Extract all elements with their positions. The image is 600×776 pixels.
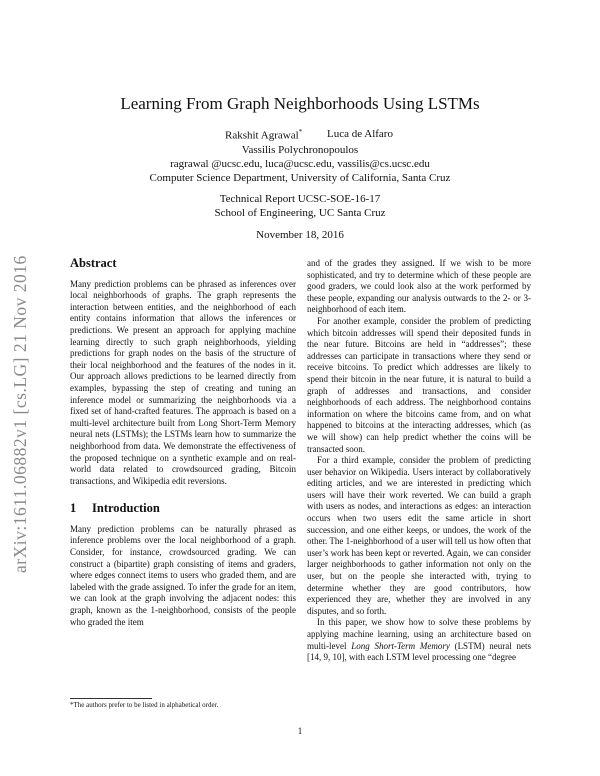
author-emails: ragrawal @ucsc.edu, luca@ucsc.edu, vassilis@cs.ucsc.edu (170, 158, 430, 170)
section-number: 1 (70, 501, 77, 516)
author-footnote-marker: * (298, 128, 303, 136)
p4-text-after: (LSTM) neural nets [14, 9, 10], with each LSTM level processing one “degree (307, 640, 531, 663)
school: School of Engineering, UC Santa Cruz (214, 207, 386, 219)
left-column (70, 258, 296, 628)
author-de-alfaro: Luca de Alfaro (327, 128, 393, 140)
p4-text-before: In this paper, we show how to solve these problems by applying machine learning, using an architecture based on multi-level (307, 617, 531, 651)
abstract-text: Many prediction problems can be phrased as inferences over local neighborhoods of graphs. The graph represents the interaction between entities, and the neighborhood of each entity contains information that allows the inferences or predictions. We present an approach for applying machine learning directly to such graph neighborhoods, yielding predictions for graph nodes on the basis of the structure of their local neighborhood and the features of the nodes in it. Our approach allows predictions to be learned directly from examples, bypassing the step of creating and tuning an inference model or summarizing the neighborhoods via a fixed set of hand-crafted features. The approach is based on a multi-level architecture built from Long Short-Term Memory neural nets (LSTMs); the LSTMs learn how to summarize the neighborhood from data. We demonstrate the effectiveness of the proposed technique on a synthetic example and on real-world data related to crowdsourced grading, Bitcoin transactions, and Wikipedia edit reversions. (70, 278, 296, 486)
right-column (307, 258, 531, 664)
paper-date: November 18, 2016 (256, 229, 344, 241)
intro-paragraph-1: Many prediction problems can be naturally phrased as inference problems over the local neighborhood of a graph. Consider, for instance, crowdsourced grading. We can construct a (bipartite) graph consisting of items and graders, where edges connect items to users who graded them, and are labeled with the grade assigned. To infer the grade for an item, we can look at the graph involving the adjacent nodes: this graph, known as the 1-neighborhood, consists of the people who graded the item (70, 523, 296, 627)
footnote-rule (70, 698, 152, 699)
footnote: *The authors prefer to be listed in alphabetical order. (70, 701, 219, 709)
author-line (0, 128, 600, 144)
abstract-heading: Abstract (70, 256, 117, 270)
introduction-heading (70, 503, 296, 515)
arxiv-identifier: arXiv:1611.06882v1 [cs.LG] 21 Nov 2016 (10, 255, 30, 573)
p4-italic-term: Long Short-Term Memory (351, 640, 450, 651)
author-polychronopoulos: Vassilis Polychronopoulos (241, 144, 359, 156)
author-agrawal-name: Rakshit Agrawal (225, 129, 299, 142)
right-paragraph-1: and of the grades they assigned. If we wish to be more sophisticated, and try to determine which of these people are good graders, we could look also at the work performed by these people, expanding our analysis outwards to the 2- or 3-neighborhood of each item. (307, 258, 531, 315)
right-paragraph-3: For a third example, consider the problem of predicting user behavior on Wikipedia. Users interact by collaboratively editing articles, and we are interested in predicting which users will have their work reverted. We can build a graph with users as nodes, and interactions as edges: an interaction occurs when two users edit the same article in short succession, and one either keeps, or undoes, the work of the other. The 1-neighborhood of a user will tell us how often that user’s work has been kept or reverted. Again, we can consider larger neighborhoods to gather information not only on the user, but on the people she interacted with, trying to determine whether they are good contributors, how experienced they are, whether they are involved in any disputes, and so forth. (307, 455, 531, 616)
affiliation: Computer Science Department, University of California, Santa Cruz (149, 172, 451, 184)
page-number: 1 (297, 726, 303, 736)
right-paragraph-2: For another example, consider the problem of predicting which bitcoin addresses will spend their deposited funds in the near future. Bitcoins are held in “addresses”; these addresses can participate in transactions where they send or receive bitcoins. To predict which addresses are likely to spend their bitcoin in the near future, it is natural to build a graph of addresses and transactions, and consider neighborhoods of each address. The neighborhood contains information on where the bitcoins came from, and on what happened to bitcoins at the interacting addresses, which (as we will show) can help predict whether the coins will be transacted soon. (307, 315, 531, 454)
paper-title: Learning From Graph Neighborhoods Using LSTMs (120, 94, 480, 113)
right-paragraph-4 (307, 617, 531, 663)
technical-report: Technical Report UCSC-SOE-16-17 (219, 193, 381, 205)
author-agrawal (225, 128, 302, 142)
section-title: Introduction (92, 501, 160, 516)
